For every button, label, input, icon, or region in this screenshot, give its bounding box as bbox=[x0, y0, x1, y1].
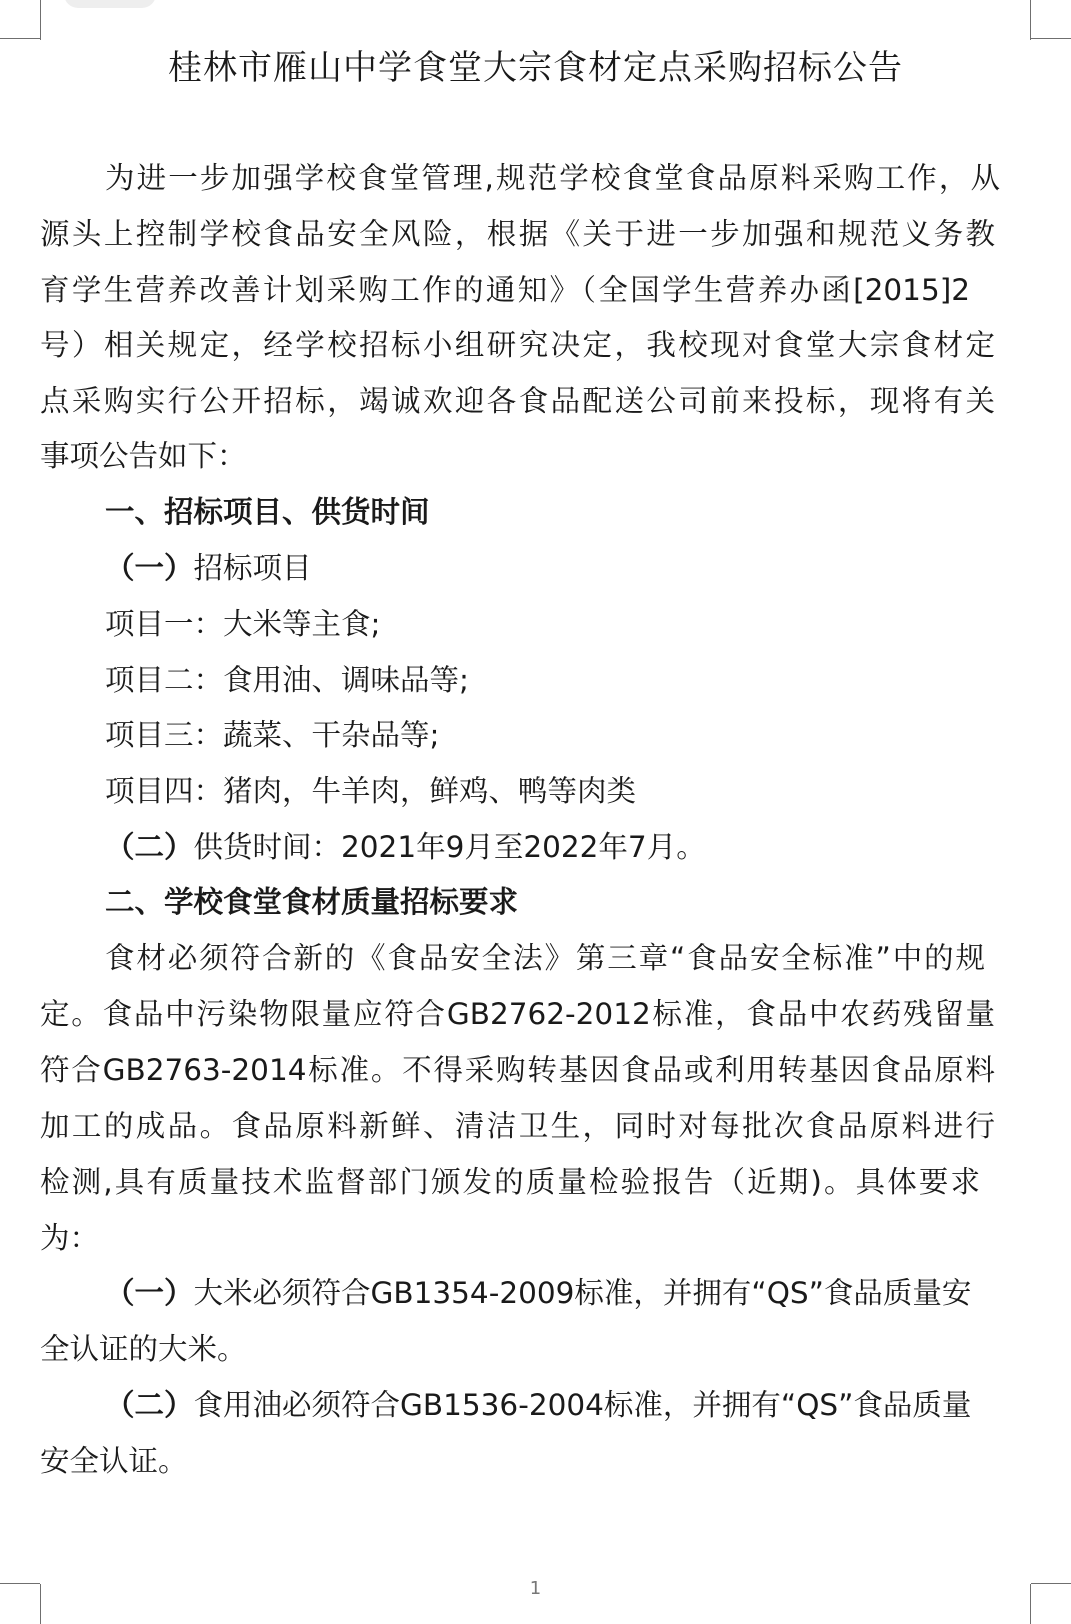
section1-sub2-label: （二） bbox=[105, 830, 194, 864]
requirement-1-line-1 bbox=[105, 1273, 995, 1313]
requirement-2-text: 食用油必须符合GB1536-2004标准，并拥有“QS”食品质量 bbox=[193, 1388, 972, 1422]
scroll-indicator[interactable] bbox=[64, 0, 156, 8]
document-title: 桂林市雁山中学食堂大宗食材定点采购招标公告 bbox=[168, 48, 903, 88]
intro-line-5: 点采购实行公开招标，竭诚欢迎各食品配送公司前来投标，现将有关 bbox=[40, 384, 995, 418]
requirement-1-line-2: 全认证的大米。 bbox=[40, 1332, 247, 1366]
section2-line-4: 加工的成品。食品原料新鲜、清洁卫生，同时对每批次食品原料进行 bbox=[40, 1109, 995, 1143]
section1-heading: 一、招标项目、供货时间 bbox=[105, 495, 430, 529]
requirement-2-line-1 bbox=[105, 1385, 995, 1425]
section1-sub2 bbox=[105, 827, 706, 867]
requirement-2-label: （二） bbox=[105, 1388, 194, 1422]
section2-line-6: 为： bbox=[40, 1221, 100, 1255]
section1-sub1-text: 招标项目 bbox=[193, 551, 312, 585]
intro-line-3: 育学生营养改善计划采购工作的通知》（全国学生营养办函[2015]2 bbox=[40, 273, 970, 307]
page-number: 1 bbox=[529, 1578, 542, 1599]
requirement-1-text: 大米必须符合GB1354-2009标准，并拥有“QS”食品质量安 bbox=[193, 1276, 972, 1310]
intro-line-6: 事项公告如下： bbox=[40, 439, 247, 473]
section1-sub2-text: 供货时间：2021年9月至2022年7月。 bbox=[193, 830, 706, 864]
section1-item-1: 项目一：大米等主食; bbox=[105, 607, 381, 641]
section2-heading: 二、学校食堂食材质量招标要求 bbox=[105, 885, 519, 919]
section2-line-3: 符合GB2763-2014标准。不得采购转基因食品或利用转基因食品原料 bbox=[40, 1053, 995, 1087]
section2-line-5: 检测,具有质量技术监督部门颁发的质量检验报告（近期)。具体要求 bbox=[40, 1165, 980, 1199]
intro-line-1: 为进一步加强学校食堂管理,规范学校食堂食品原料采购工作，从 bbox=[105, 161, 1000, 195]
section1-item-2: 项目二：食用油、调味品等; bbox=[105, 663, 469, 697]
intro-line-4: 号）相关规定，经学校招标小组研究决定，我校现对食堂大宗食材定 bbox=[40, 328, 995, 362]
section1-sub1 bbox=[105, 548, 312, 588]
section2-line-1: 食材必须符合新的《食品安全法》第三章“食品安全标准”中的规 bbox=[105, 941, 985, 975]
requirement-2-line-2: 安全认证。 bbox=[40, 1444, 188, 1478]
section2-line-2: 定。食品中污染物限量应符合GB2762-2012标准，食品中农药残留量 bbox=[40, 997, 995, 1031]
section1-item-3: 项目三：蔬菜、干杂品等; bbox=[105, 718, 440, 752]
intro-line-2: 源头上控制学校食品安全风险，根据《关于进一步加强和规范义务教 bbox=[40, 217, 995, 251]
requirement-1-label: （一） bbox=[105, 1276, 194, 1310]
section1-sub1-label: （一） bbox=[105, 551, 194, 585]
section1-item-4: 项目四：猪肉，牛羊肉，鲜鸡、鸭等肉类 bbox=[105, 774, 637, 808]
